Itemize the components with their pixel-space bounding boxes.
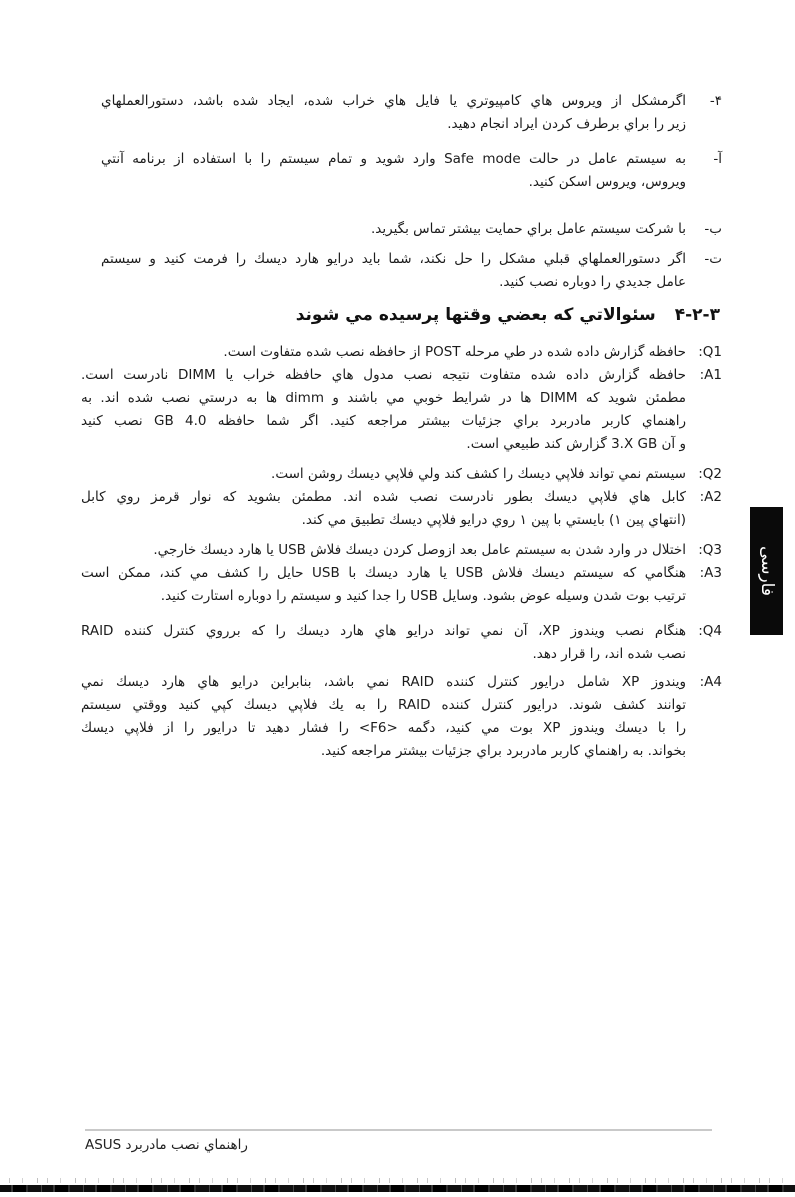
text-line: راهنماي كاربر مادربرد براي جزئيات بيشتر مراجعه كنيد. اگر شما حافظه 4.0 GB نصب كنيد bbox=[81, 413, 686, 429]
question-1-label: Q1: bbox=[698, 344, 722, 360]
question-3-body bbox=[73, 539, 686, 562]
list-subitem-t-label: ت- bbox=[704, 251, 722, 267]
text-line: هنگامي كه سيستم ديسك فلاش USB يا هارد ديسك با USB حايل را كشف مي كند، ممكن است bbox=[81, 565, 687, 581]
text-line: با شركت سيستم عامل براي حمايت بيشتر تماس بگيريد. bbox=[371, 221, 686, 237]
section-heading bbox=[73, 302, 720, 328]
list-subitem-b-body bbox=[73, 218, 686, 241]
list-item-4 bbox=[73, 90, 722, 136]
answer-3-label: A3: bbox=[699, 565, 722, 581]
language-tab bbox=[750, 507, 783, 635]
answer-4-body bbox=[73, 671, 686, 763]
list-subitem-t-body bbox=[73, 248, 686, 294]
text-line: و آن ⁦3.X GB⁩ گزارش كند طبيعي است. bbox=[466, 436, 686, 452]
text-line: اختلال در وارد شدن به سيستم عامل بعد ازوصل كردن ديسك فلاش USB يا هارد ديسك خارجي. bbox=[153, 542, 686, 558]
faq-answer-3 bbox=[73, 562, 722, 608]
question-2-body bbox=[73, 463, 686, 486]
text-line: بخواند. به راهنماي كاربر مادربرد براي جزئيات بيشتر مراجعه كنيد. bbox=[320, 743, 686, 759]
list-item-4-label: ۴- bbox=[709, 93, 722, 109]
text-line: حافظه گزارش داده شده متفاوت نتيجه نصب مدول هاي حافظه خراب يا DIMM نادرست است. bbox=[81, 367, 686, 383]
text-line: مطمئن شويد كه DIMM ها در شرايط خوبي مي باشند و dimm ها به درستي نصب شده اند. به bbox=[81, 390, 686, 406]
section-title: سئوالاتي كه بعضي وقتها پرسيده مي شوند bbox=[295, 305, 656, 325]
text-line: سيستم نمي تواند فلاپي ديسك را كشف كند ولي فلاپي ديسك روشن است. bbox=[271, 466, 686, 482]
faq-question-1 bbox=[73, 341, 722, 364]
faq-answer-1 bbox=[73, 364, 722, 456]
text-line: را با ديسك ويندوز XP بوت مي كنيد، دگمه ⁦<F6>⁩ را فشار دهيد تا درايور را از فلاپي ديسك bbox=[81, 720, 686, 736]
language-tab-label: فارسی bbox=[756, 546, 777, 596]
text-line: ويندوز XP شامل درايور كنترل كننده RAID نمي باشد، بنابراين درايو هاي هارد ديسك نمي bbox=[81, 674, 686, 690]
list-subitem-t bbox=[73, 248, 722, 294]
text-line: ترتيب بوت شدن وسيله عوض بشود. وسايل USB را جدا كنيد و سيستم را دوباره استارت كنيد. bbox=[160, 588, 686, 604]
question-2-label: Q2: bbox=[698, 466, 722, 482]
document-content bbox=[73, 90, 722, 763]
footer-text: راهنماي نصب مادربرد ASUS bbox=[85, 1137, 248, 1153]
question-1-body bbox=[73, 341, 686, 364]
list-subitem-a bbox=[73, 148, 722, 194]
answer-1-body bbox=[73, 364, 686, 456]
text-line: كابل هاي فلاپي ديسك بطور نادرست نصب شده اند. مطمئن بشويد كه نوار قرمز روي كابل bbox=[81, 489, 686, 505]
bottom-scan-stripe bbox=[0, 1185, 795, 1192]
section-number: ⁦۴-۲-۳⁩ bbox=[674, 305, 720, 325]
list-item-4-body bbox=[73, 90, 686, 136]
text-line: اگرمشكل از ويروس هاي كامپيوتري يا فايل هاي خراب شده، ايجاد شده باشد، دستورالعملهاي bbox=[101, 93, 686, 109]
text-line: حافظه گزارش داده شده در طي مرحله POST از حافظه نصب شده متفاوت است. bbox=[223, 344, 686, 360]
text-line: اگر دستورالعملهاي قبلي مشكل را حل نكند، شما بايد درايو هارد ديسك را فرمت كنيد و سيستم bbox=[101, 251, 686, 267]
list-subitem-a-label: آ- bbox=[713, 151, 722, 167]
text-line: هنگام نصب ويندوز XP، آن نمي تواند درايو هاي هارد ديسك را كه برروي كنترل كننده RAID bbox=[81, 623, 686, 639]
text-line: به سيستم عامل در حالت Safe mode وارد شويد و تمام سيستم را با استفاده از برنامه آنتي bbox=[101, 151, 686, 167]
text-line: ويروس، ويروس اسكن كنيد. bbox=[528, 174, 686, 190]
list-subitem-b-label: ب- bbox=[704, 221, 722, 237]
answer-2-label: A2: bbox=[699, 489, 722, 505]
question-4-body bbox=[73, 620, 686, 666]
question-4-label: Q4: bbox=[698, 623, 722, 639]
faq-question-4 bbox=[73, 620, 722, 666]
faq-answer-4 bbox=[73, 671, 722, 763]
answer-1-label: A1: bbox=[699, 367, 722, 383]
footer-divider bbox=[85, 1129, 712, 1131]
question-3-label: Q3: bbox=[698, 542, 722, 558]
text-line: زير را براي برطرف كردن ايراد انجام دهيد. bbox=[447, 116, 686, 132]
text-line: توانند كشف شوند. درايور كنترل كننده RAID را به يك فلاپي ديسك كپي كنيد ووقتي سيستم bbox=[81, 697, 686, 713]
answer-4-label: A4: bbox=[699, 674, 722, 690]
text-line: عامل جديدي را دوباره نصب كنيد. bbox=[499, 274, 686, 290]
answer-3-body bbox=[73, 562, 686, 608]
list-subitem-b bbox=[73, 218, 722, 241]
answer-2-body bbox=[73, 486, 686, 532]
faq-question-2 bbox=[73, 463, 722, 486]
faq-answer-2 bbox=[73, 486, 722, 532]
text-line: نصب شده اند، را قرار دهد. bbox=[532, 646, 686, 662]
list-subitem-a-body bbox=[73, 148, 686, 194]
text-line: (انتهاي پين ۱) بايستي با پين ۱ روي درايو فلاپي ديسك تطبيق مي كند. bbox=[301, 512, 686, 528]
scan-noise-speckles bbox=[0, 1178, 795, 1183]
faq-question-3 bbox=[73, 539, 722, 562]
